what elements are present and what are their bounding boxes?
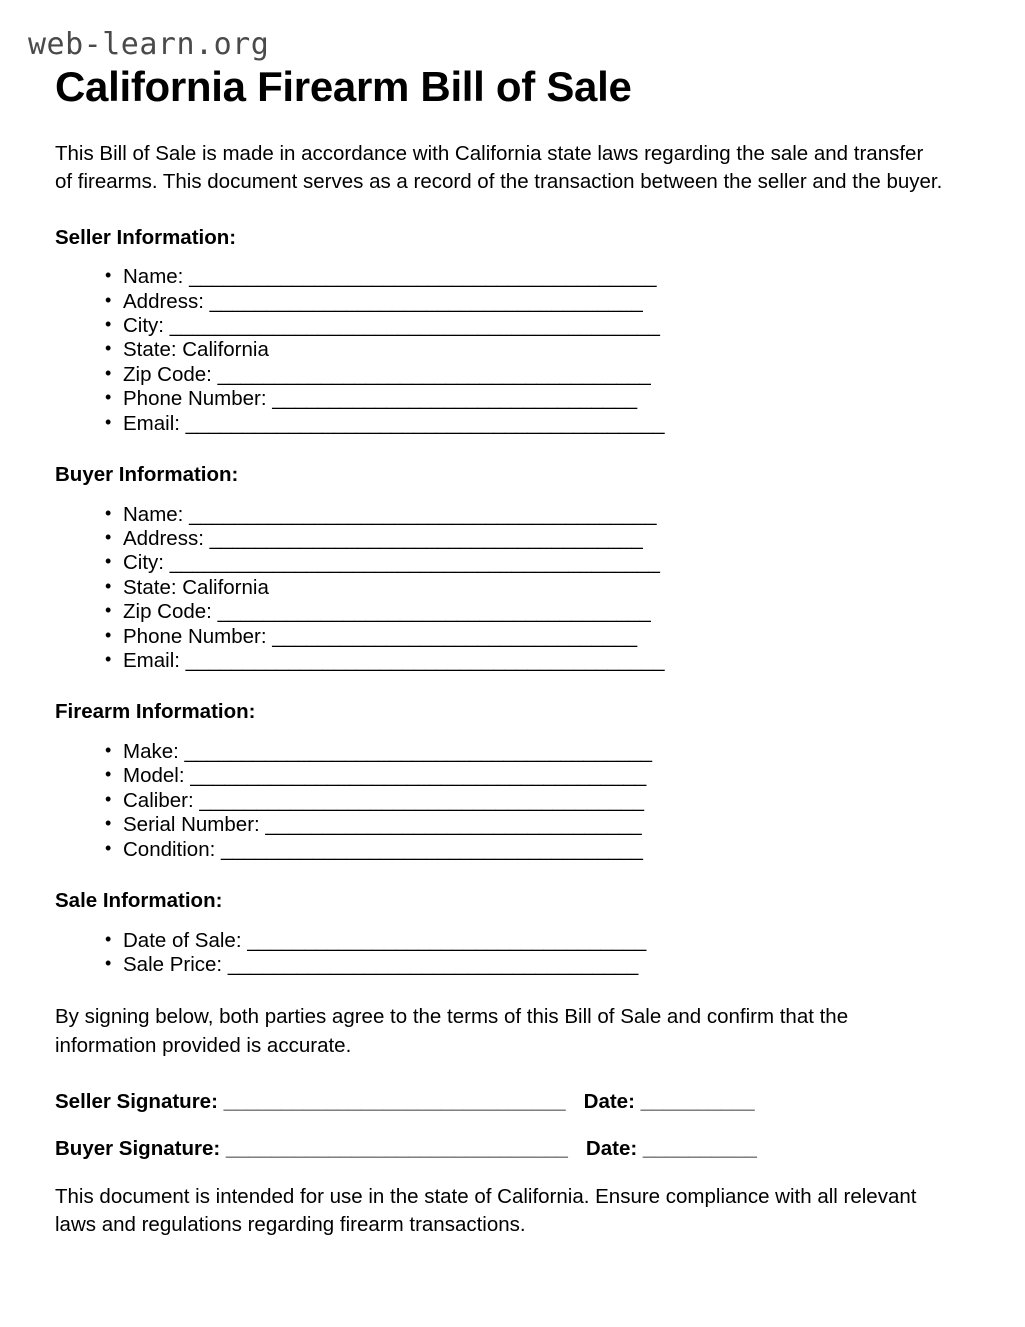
list-item[interactable]: • Address: ______________________________________ xyxy=(105,290,955,314)
list-item[interactable]: • Caliber: _______________________________________ xyxy=(105,789,955,813)
list-item[interactable]: • Name: _________________________________________ xyxy=(105,265,955,289)
list-item[interactable]: • Zip Code: ______________________________________ xyxy=(105,363,955,387)
buyer-date-field[interactable]: Date: __________ xyxy=(585,1136,757,1160)
buyer-signature-row xyxy=(55,1137,955,1162)
seller-signature-field[interactable]: Seller Signature: ______________________________ xyxy=(55,1089,566,1113)
list-item[interactable]: • Sale Price: ____________________________________ xyxy=(105,953,955,977)
seller-information-list xyxy=(55,265,955,436)
buyer-information-list xyxy=(55,503,955,674)
seller-date-field[interactable]: Date: __________ xyxy=(583,1089,755,1113)
list-item[interactable]: • Condition: _____________________________________ xyxy=(105,838,955,862)
list-item[interactable]: • Serial Number: _________________________________ xyxy=(105,813,955,837)
list-item[interactable]: • Phone Number: ________________________________ xyxy=(105,625,955,649)
list-item: • State: California xyxy=(105,338,955,362)
firearm-information-list xyxy=(55,740,955,862)
list-item[interactable]: • Email: __________________________________________ xyxy=(105,412,955,436)
list-item[interactable]: • Zip Code: ______________________________________ xyxy=(105,600,955,624)
list-item[interactable]: • Phone Number: ________________________________ xyxy=(105,387,955,411)
seller-signature-row xyxy=(55,1090,955,1115)
sale-information-heading: Sale Information: xyxy=(55,888,223,912)
page-title: California Firearm Bill of Sale xyxy=(55,63,632,110)
buyer-information-heading: Buyer Information: xyxy=(55,462,239,486)
list-item[interactable]: • Name: _________________________________________ xyxy=(105,503,955,527)
list-item[interactable]: • Address: ______________________________________ xyxy=(105,527,955,551)
seller-information-heading: Seller Information: xyxy=(55,225,237,249)
list-item[interactable]: • City: ___________________________________________ xyxy=(105,314,955,338)
list-item[interactable]: • Make: _________________________________________ xyxy=(105,740,955,764)
site-watermark: web-learn.org xyxy=(28,27,270,62)
list-item[interactable]: • Email: __________________________________________ xyxy=(105,649,955,673)
list-item[interactable]: • City: ___________________________________________ xyxy=(105,551,955,575)
list-item[interactable]: • Date of Sale: ___________________________________ xyxy=(105,929,955,953)
firearm-information-heading: Firearm Information: xyxy=(55,700,256,724)
closing-paragraph: This document is intended for use in the state of California. Ensure compliance with all relevant laws and regulations regarding firearm transactions. xyxy=(55,1185,917,1237)
list-item: • State: California xyxy=(105,576,955,600)
sale-information-list xyxy=(55,929,955,978)
document-content xyxy=(28,27,955,1268)
buyer-signature-field[interactable]: Buyer Signature: ______________________________ xyxy=(55,1136,568,1160)
list-item[interactable]: • Model: ________________________________________ xyxy=(105,764,955,788)
intro-paragraph: This Bill of Sale is made in accordance with California state laws regarding the sale and transfer of firearms. This document serves as a record of the transaction between the seller and the buyer. xyxy=(55,142,943,194)
agreement-paragraph: By signing below, both parties agree to the terms of this Bill of Sale and confirm that the information provided is accurate. xyxy=(55,1005,849,1057)
